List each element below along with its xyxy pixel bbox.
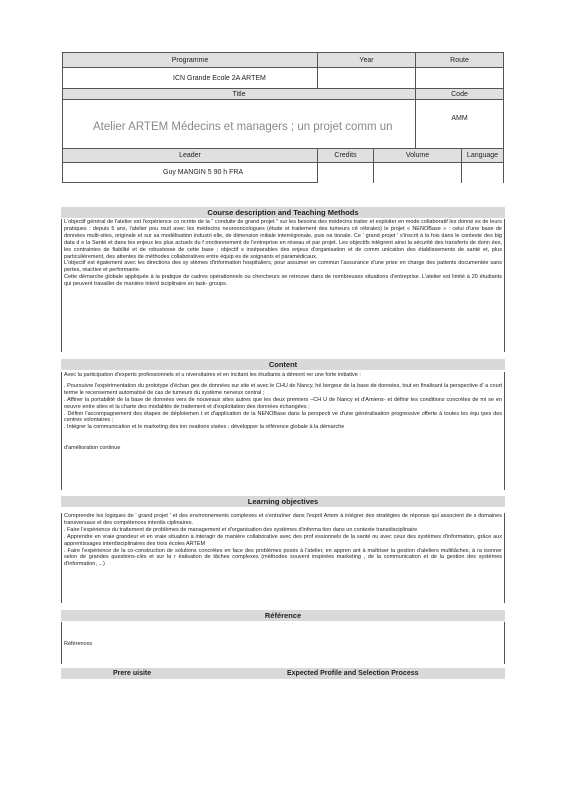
learning-paragraph: . Faire l'expérience du traitement de problèmes de management et d'organisation des systèmes d'informa tion dans un contexte transdisciplinaire bbox=[64, 526, 418, 533]
leader-label: Leader bbox=[63, 149, 318, 163]
learning-paragraph: . Faire l'expérience de la co-construction de solutions concrètes en face des problèmes posés à l'atelier, en appren ant à maîtriser la gestion d'ateliers multitâches, à ra isonner selon de grandes questions-clés et sur la r éalisation de tâches complexes (méthodes souvent inspirées marketing , de la communication et de la gestion des systèmes d'information, ...) bbox=[64, 547, 502, 568]
programme-label: Programme bbox=[63, 53, 318, 68]
course-description-paragraph: L'objectif général de l'atelier est l'expérience co ncrète de la " conduite de grand projet " sur les besoins des médecins traiter et exploiter en mode collaboratif les donné es de leurs pratiques : depuis 5 ans, l'atelier pou rsuit avec les médecins neurooncologues (étude et traitement des tumeurs cé rébrales) le projet « NENOBase » : celui d'une base de données multi-sites, originale et sur sa modélisation industri elle, de dimension initiale interrégionale, puis na tionale. Ce ' grand projet ' s'inscrit à la fois dans le contexte des big data d e la Santé et dans les enjeux les plus actuels du f onctionnement de l'entreprise en réseau et par projet. Les objectifs intègrent ainsi la sécurité des transferts de donn ées, les contraintes de fiabilité et de robustesse de cette base ; objectif s inséparables des enjeux d'organisation et de comm unication des établissements de santé et, plus particulièrement, des attentes de méthodes collaboratives entre équip es de soignants et paramédicaux. bbox=[64, 219, 502, 260]
title-value: Atelier ARTEM Médecins et managers ; un projet comm un bbox=[63, 100, 416, 149]
course-header-table bbox=[62, 52, 504, 183]
content-body bbox=[61, 372, 505, 490]
reference-body bbox=[61, 622, 505, 664]
course-description-body bbox=[61, 219, 505, 352]
content-item: . Définir l'accompagnement des étapes de déploiemen t et d'application de la NENOBase dans la perspecti ve d'une généralisation progressive offerte à toutes les équ ipes des centres volontaires ; bbox=[64, 410, 502, 424]
content-intro: Avec la participation d'experts professionnels et u niversitaires et en incitant les étudiants à démont rer une forte initiative : bbox=[64, 372, 361, 378]
volume-value bbox=[374, 163, 462, 183]
reference-text: Références bbox=[64, 641, 93, 647]
course-description-paragraph: Cette démarche globale appliquée à la pratique de cadres opérationnels ou chercheurs se retrouve dans de nombreuses situations d'entreprise. L'atelier est limité à 20 étudiants qui peuvent travailler de manière interd isciplinaire en task- groups. bbox=[64, 274, 502, 288]
content-heading: Content bbox=[61, 359, 505, 370]
content-item: . Affiner la portabilité de la base de données vers de nouveaux sites autres que les deux premiers –CH U de Nancy et d'Amiens- et définir les conditions concrètes de mi se en oeuvre entre sites et la charte des modalités de traitement et d'exploitation des données échangées ; bbox=[64, 396, 502, 410]
year-label: Year bbox=[318, 53, 416, 68]
code-label: Code bbox=[416, 89, 504, 100]
route-value bbox=[416, 68, 504, 89]
leader-value: Guy MANGIN 5 90 h FRA bbox=[63, 163, 318, 183]
prerequisite-label: Prere uisite bbox=[113, 670, 152, 677]
prerequisite-profile-bar bbox=[61, 668, 505, 679]
course-description-paragraph: L'objectif est également avec les directions des sy stèmes d'information hospitaliers, pour assumer en commun l'assurance d'une prise en charge des patients documentée sans pertes, réactive et performante. bbox=[64, 260, 502, 274]
content-item: . Poursuivre l'expérimentation du prototype d'échan ges de données sur site et avec le CHU de Nancy, hé bergeur de la base de données, tout en finalisant la perspective d' a court terme le recensement automatisé de cas de tumeurs du système nerveux central ; bbox=[64, 382, 502, 396]
course-description-heading: Course description and Teaching Methods bbox=[61, 207, 505, 218]
learning-paragraph: Comprendre les logiques de ' grand projet ' et des environnements complexes et s'entraîner dans l'esprit Artem à intégrer des stratégies de réponse qui associent de s domaines transversaux et des compétences interdis ciplinaires. bbox=[64, 513, 502, 526]
reference-heading: Référence bbox=[61, 610, 505, 621]
credits-label: Credits bbox=[318, 149, 374, 163]
code-value: AMM bbox=[416, 100, 504, 149]
programme-value: ICN Grande Ecole 2A ARTEM bbox=[63, 68, 318, 89]
title-label: Title bbox=[63, 89, 416, 100]
volume-label: Volume bbox=[374, 149, 462, 163]
credits-value bbox=[318, 163, 374, 183]
profile-label: Expected Profile and Selection Process bbox=[287, 670, 419, 677]
learning-objectives-heading: Learning objectives bbox=[61, 496, 505, 507]
learning-paragraph: . Apprendre en vraie grandeur et en vraie situation à interagir de manière collaborative avec des prof essionnels de la santé ou avec ceux des systèmes d'information, grâce aux apprentissages interdisciplinaires des trois écoles ARTEM bbox=[64, 533, 502, 547]
language-label: Language bbox=[462, 149, 504, 163]
content-item: . Intégrer la communication et le marketing des inn ovations visées ; développer la référence globale à la démarche bbox=[64, 424, 345, 431]
route-label: Route bbox=[416, 53, 504, 68]
year-value bbox=[318, 68, 416, 89]
learning-objectives-body bbox=[61, 513, 505, 603]
language-value bbox=[462, 163, 504, 183]
content-outro: d'amélioration continue bbox=[64, 445, 121, 452]
